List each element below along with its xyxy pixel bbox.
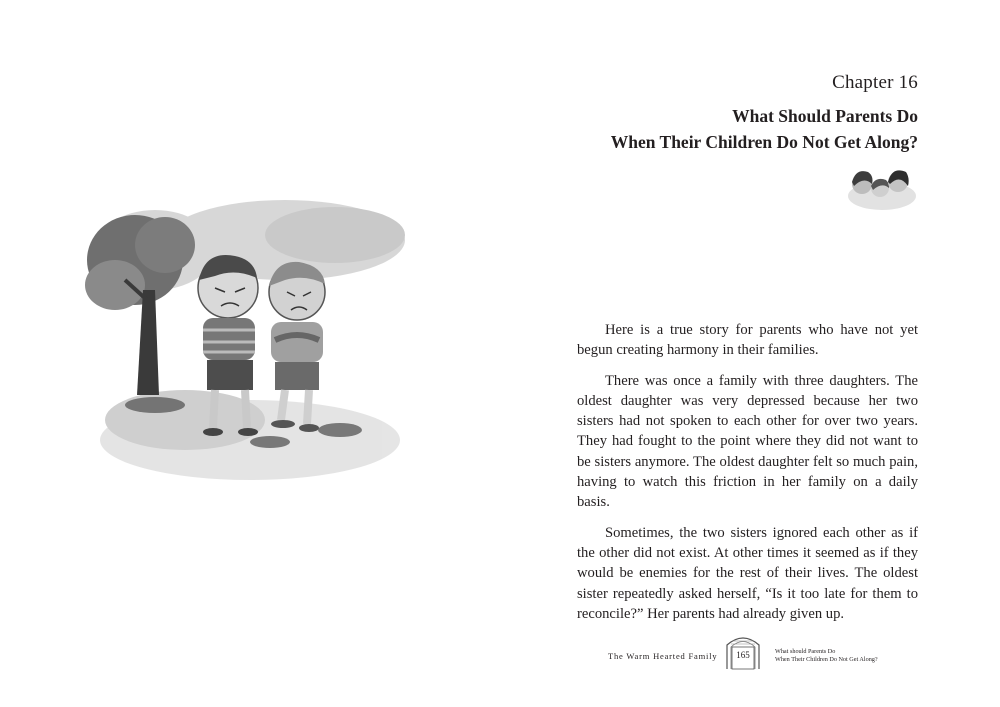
- tree: [85, 215, 195, 395]
- paragraph-1: Here is a true story for parents who have not yet begun creating harmony in their families.: [577, 322, 918, 359]
- chapter-title: [611, 103, 918, 155]
- body-text: [577, 320, 918, 634]
- footer-chapter-line-2: When Their Children Do Not Get Along?: [775, 656, 878, 664]
- chapter-title-line-2: When Their Children Do Not Get Along?: [610, 132, 918, 152]
- footer-chapter-title: [775, 648, 878, 665]
- page-number: 165: [736, 650, 750, 660]
- chapter-number: Chapter 16: [832, 72, 918, 93]
- chapter-title-line-1: What Should Parents Do: [732, 106, 918, 126]
- paragraph-2: There was once a family with three daughters. The oldest daughter was very depressed because her two sisters had not spoken to each other for over two years. They had fought to the point where they did not want to be sisters anymore. The oldest daughter felt so much pain, having to watch this friction in her family on a daily basis.: [577, 372, 918, 511]
- footer-book-title: The Warm Hearted Family: [608, 651, 718, 661]
- three-faces-icon: [846, 160, 918, 212]
- footer-chapter-line-1: What should Parents Do: [775, 648, 836, 655]
- two-upset-boys-under-tree-illustration: [85, 180, 415, 500]
- paragraph-3: Sometimes, the two sisters ignored each other as if the other did not exist. At other times it seemed as if they would be enemies for the rest of their lives. The oldest sister repeatedly asked herself, “Is it too late for them to reconcile?” Her parents had already given up.: [577, 524, 918, 622]
